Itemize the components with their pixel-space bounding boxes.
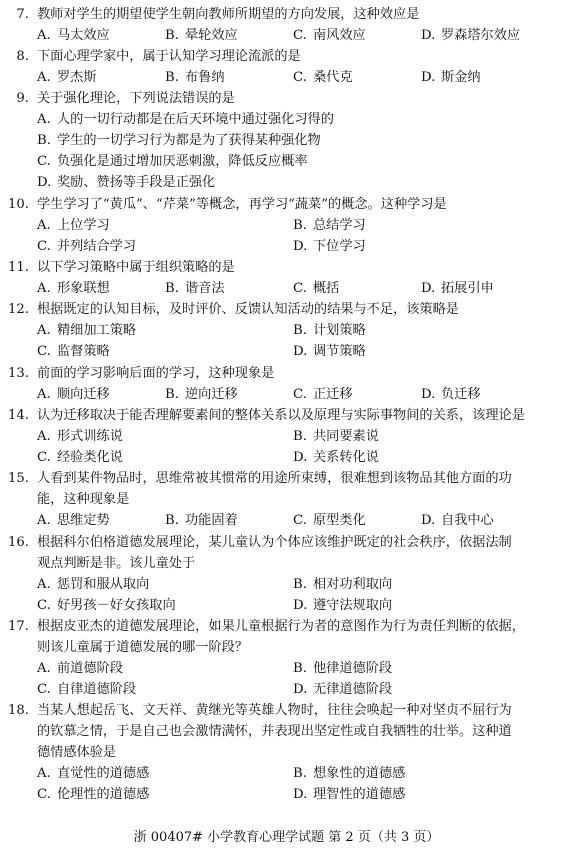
- question-9: [0, 88, 573, 193]
- question-8: [0, 46, 573, 88]
- question-number: 11.: [8, 260, 29, 276]
- option-d: D. 遵守法规取向: [293, 597, 393, 613]
- question-14: [0, 405, 573, 468]
- question-stem: 的钦慕之情，于是自己也会激情满怀，并表现出坚定性或自我牺牲的壮举。这种道: [37, 724, 512, 740]
- question-11: [0, 257, 573, 299]
- question-stem: 学生学习了“黄瓜”、“芹菜”等概念，再学习“蔬菜”的概念。这种学习是: [37, 196, 447, 212]
- question-stem: 前面的学习影响后面的学习，这种现象是: [37, 365, 275, 381]
- option-b: B. 谐音法: [165, 281, 225, 297]
- question-7: [0, 4, 573, 46]
- option-c: C. 桑代克: [293, 70, 353, 86]
- option-a: A. 精细加工策略: [37, 323, 137, 339]
- question-10: [0, 194, 573, 257]
- question-stem: 人看到某件物品时，思维常被其惯常的用途所束缚，很难想到该物品其他方面的功: [37, 471, 512, 487]
- option-c: C. 南风效应: [293, 28, 366, 43]
- option-c: C. 自律道德阶段: [37, 681, 137, 697]
- question-number: 10.: [8, 196, 29, 212]
- option-b: B. 共同要素说: [293, 428, 379, 444]
- option-a: A. 马太效应: [37, 28, 110, 43]
- option-d: D. 负迁移: [421, 386, 481, 402]
- question-number: 13.: [8, 365, 29, 381]
- question-stem: 教师对学生的期望使学生朝向教师所期望的方向发展，这种效应是: [37, 7, 420, 22]
- option-c: C. 正迁移: [293, 386, 353, 402]
- option-d: D. 罗森塔尔效应: [421, 28, 521, 43]
- question-stem: 根据皮亚杰的道德发展理论，如果儿童根据行为者的意图作为行为责任判断的依据，: [37, 618, 525, 634]
- question-stem: 根据科尔伯格道德发展理论，某儿童认为个体应该维护既定的社会秩序，依据法制: [37, 534, 512, 550]
- question-number: 8.: [16, 49, 29, 65]
- option-c: C. 并列结合学习: [37, 238, 137, 254]
- option-b: B. 功能固着: [165, 513, 238, 529]
- option-c: C. 伦理性的道德感: [37, 787, 150, 803]
- option-d: D. 奖励、赞扬等手段是正强化: [37, 175, 216, 191]
- option-a: A. 前道德阶段: [37, 660, 123, 676]
- question-stem: 下面心理学家中，属于认知学习理论流派的是: [37, 49, 301, 65]
- question-stem: 根据既定的认知目标，及时评价、反馈认知活动的结果与不足，该策略是: [37, 302, 459, 318]
- question-16: [0, 532, 573, 616]
- question-number: 15.: [8, 471, 29, 487]
- option-c: C. 原型类化: [293, 513, 366, 529]
- option-c: C. 负强化是通过增加厌恶刺激，降低反应概率: [37, 154, 308, 170]
- option-a: A. 上位学习: [37, 217, 110, 233]
- option-d: D. 斯金纳: [421, 70, 481, 86]
- option-d: D. 关系转化说: [293, 449, 379, 465]
- question-18: [0, 700, 573, 805]
- option-a: A. 直觉性的道德感: [37, 766, 150, 782]
- question-number: 7.: [16, 7, 29, 22]
- question-13: [0, 363, 573, 405]
- option-b: B. 布鲁纳: [165, 70, 225, 86]
- option-a: A. 顺向迁移: [37, 386, 110, 402]
- option-b: B. 晕轮效应: [165, 28, 238, 43]
- question-stem: 认为迁移取决于能否理解要素间的整体关系以及原理与实际事物间的关系，该理论是: [37, 407, 525, 423]
- option-c: C. 监督策略: [37, 344, 110, 360]
- question-number: 17.: [8, 618, 29, 634]
- question-number: 16.: [8, 534, 29, 550]
- question-stem: 当某人想起岳飞、文天祥、黄继光等英雄人物时，往往会唤起一种对坚贞不屈行为: [37, 703, 512, 719]
- option-d: D. 无律道德阶段: [293, 681, 393, 697]
- option-b: B. 逆向迁移: [165, 386, 238, 402]
- option-d: D. 调节策略: [293, 344, 366, 360]
- question-stem: 关于强化理论，下列说法错误的是: [37, 91, 235, 107]
- option-d: D. 下位学习: [293, 238, 366, 254]
- question-17: [0, 616, 573, 700]
- option-b: B. 相对功利取向: [293, 576, 393, 592]
- question-12: [0, 299, 573, 362]
- option-d: D. 理智性的道德感: [293, 787, 406, 803]
- option-b: B. 他律道德阶段: [293, 660, 393, 676]
- question-number: 14.: [8, 407, 29, 423]
- option-a: A. 形象联想: [37, 281, 110, 297]
- page-footer: 浙 00407# 小学教育心理学试题 第 2 页（共 3 页）: [133, 830, 440, 845]
- option-a: A. 人的一切行动都是在后天环境中通过强化习得的: [37, 112, 334, 128]
- question-stem: 德情感体验是: [37, 745, 117, 761]
- option-b: B. 计划策略: [293, 323, 366, 339]
- option-a: A. 罗杰斯: [37, 70, 97, 86]
- option-c: C. 概括: [293, 281, 340, 297]
- option-a: A. 惩罚和服从取向: [37, 576, 150, 592]
- option-b: B. 想象性的道德感: [293, 766, 406, 782]
- question-stem: 能，这种现象是: [37, 492, 130, 508]
- question-15: [0, 468, 573, 531]
- option-a: A. 思维定势: [37, 513, 110, 529]
- question-number: 9.: [16, 91, 29, 107]
- question-stem: 观点判断是非。该儿童处于: [37, 555, 196, 571]
- question-stem: 则该儿童属于道德发展的哪一阶段？: [37, 639, 248, 655]
- option-b: B. 学生的一切学习行为都是为了获得某种强化物: [37, 133, 321, 149]
- question-number: 12.: [8, 302, 29, 318]
- option-d: D. 自我中心: [421, 513, 494, 529]
- option-c: C. 经验类化说: [37, 449, 123, 465]
- option-c: C. 好男孩－好女孩取向: [37, 597, 176, 613]
- option-d: D. 拓展引申: [421, 281, 494, 297]
- question-stem: 以下学习策略中属于组织策略的是: [37, 260, 235, 276]
- option-b: B. 总结学习: [293, 217, 366, 233]
- option-a: A. 形式训练说: [37, 428, 123, 444]
- question-number: 18.: [8, 703, 29, 719]
